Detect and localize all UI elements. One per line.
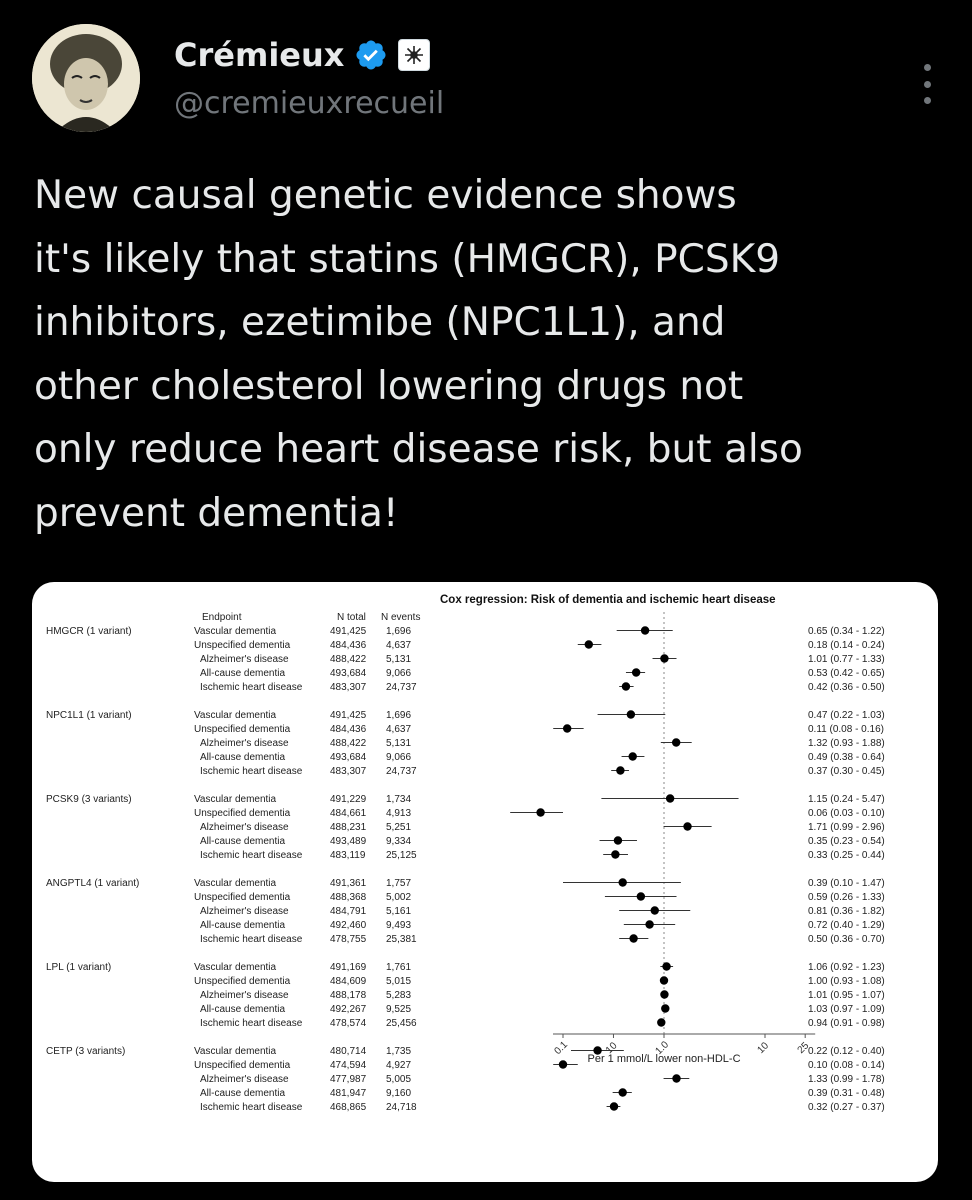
more-options-icon[interactable]: [912, 64, 942, 104]
n-total-value: 491,169: [330, 962, 367, 973]
n-events-value: 25,125: [386, 850, 417, 861]
group-label: HMGCR (1 variant): [46, 626, 132, 637]
n-events-value: 9,066: [386, 752, 412, 763]
column-header-n-events: N events: [381, 612, 421, 623]
x-axis-label: Per 1 mmol/L lower non-HDL-C: [587, 1053, 741, 1065]
endpoint-label: Ischemic heart disease: [200, 682, 303, 693]
chart-title: Cox regression: Risk of dementia and ischemic heart disease: [440, 594, 776, 606]
n-total-value: 492,267: [330, 1004, 367, 1015]
hazard-ratio-point: [536, 808, 544, 816]
hazard-ratio-point: [645, 920, 653, 928]
n-events-value: 1,696: [386, 626, 412, 637]
n-events-value: 1,734: [386, 794, 412, 805]
endpoint-label: Vascular dementia: [194, 710, 277, 721]
endpoint-label: Alzheimer's disease: [200, 654, 289, 665]
n-events-value: 24,718: [386, 1102, 417, 1113]
endpoint-label: All-cause dementia: [200, 920, 286, 931]
endpoint-label: All-cause dementia: [200, 1088, 286, 1099]
n-events-value: 4,637: [386, 724, 412, 735]
hazard-ratio-point: [629, 934, 637, 942]
endpoint-label: Unspecified dementia: [194, 892, 291, 903]
ci-text: 1.00 (0.93 - 1.08): [808, 976, 885, 987]
endpoint-label: Vascular dementia: [194, 1046, 277, 1057]
n-total-value: 484,436: [330, 724, 367, 735]
ci-text: 0.06 (0.03 - 0.10): [808, 808, 885, 819]
endpoint-label: Alzheimer's disease: [200, 1074, 289, 1085]
n-total-value: 484,791: [330, 906, 367, 917]
n-events-value: 1,757: [386, 878, 412, 889]
ci-text: 0.50 (0.36 - 0.70): [808, 934, 885, 945]
tweet-text: New causal genetic evidence shows it's likely that statins (HMGCR), PCSK9 inhibitors, ezetimibe (NPC1L1), and other cholesterol lowering drugs not only reduce heart disease risk, but also prevent dementia!: [34, 173, 803, 536]
hazard-ratio-point: [660, 990, 668, 998]
n-events-value: 25,381: [386, 934, 417, 945]
hazard-ratio-point: [637, 892, 645, 900]
ci-text: 0.11 (0.08 - 0.16): [808, 724, 884, 735]
ci-text: 1.01 (0.77 - 1.33): [808, 654, 885, 665]
avatar[interactable]: [32, 24, 140, 132]
ci-text: 1.01 (0.95 - 1.07): [808, 990, 885, 1001]
endpoint-label: Ischemic heart disease: [200, 766, 303, 777]
hazard-ratio-point: [641, 626, 649, 634]
n-total-value: 488,178: [330, 990, 367, 1001]
n-total-value: 484,609: [330, 976, 367, 987]
n-total-value: 488,231: [330, 822, 367, 833]
group-label: ANGPTL4 (1 variant): [46, 878, 140, 889]
hazard-ratio-point: [616, 766, 624, 774]
avatar-portrait-icon: [32, 24, 140, 132]
tweet-media[interactable]: [32, 582, 938, 1182]
n-events-value: 1,761: [386, 962, 412, 973]
ci-text: 0.94 (0.91 - 0.98): [808, 1018, 885, 1029]
forest-plot-chart: [32, 582, 938, 1182]
n-total-value: 491,229: [330, 794, 367, 805]
endpoint-label: Alzheimer's disease: [200, 906, 289, 917]
n-total-value: 477,987: [330, 1074, 367, 1085]
hazard-ratio-point: [632, 668, 640, 676]
n-total-value: 492,460: [330, 920, 367, 931]
n-events-value: 4,637: [386, 640, 412, 651]
ci-text: 0.33 (0.25 - 0.44): [808, 850, 885, 861]
n-events-value: 24,737: [386, 682, 417, 693]
hazard-ratio-point: [660, 976, 668, 984]
n-total-value: 483,307: [330, 766, 367, 777]
n-total-value: 474,594: [330, 1060, 367, 1071]
n-total-value: 483,307: [330, 682, 367, 693]
n-events-value: 24,737: [386, 766, 417, 777]
ci-text: 1.32 (0.93 - 1.88): [808, 738, 885, 749]
n-total-value: 478,755: [330, 934, 367, 945]
hazard-ratio-point: [559, 1060, 567, 1068]
endpoint-label: Unspecified dementia: [194, 724, 291, 735]
tweet-header: [32, 24, 942, 134]
hazard-ratio-point: [661, 1004, 669, 1012]
hazard-ratio-point: [662, 962, 670, 970]
hazard-ratio-point: [563, 724, 571, 732]
n-total-value: 491,425: [330, 626, 367, 637]
endpoint-label: Unspecified dementia: [194, 808, 291, 819]
hazard-ratio-point: [618, 878, 626, 886]
hazard-ratio-point: [666, 794, 674, 802]
hazard-ratio-point: [672, 1074, 680, 1082]
n-events-value: 1,696: [386, 710, 412, 721]
ci-text: 0.10 (0.08 - 0.14): [808, 1060, 885, 1071]
ci-text: 1.03 (0.97 - 1.09): [808, 1004, 885, 1015]
n-events-value: 9,066: [386, 668, 412, 679]
n-total-value: 484,436: [330, 640, 367, 651]
endpoint-label: Unspecified dementia: [194, 976, 291, 987]
endpoint-label: Vascular dementia: [194, 878, 277, 889]
hazard-ratio-point: [660, 654, 668, 662]
ci-text: 0.35 (0.23 - 0.54): [808, 836, 885, 847]
ci-text: 0.53 (0.42 - 0.65): [808, 668, 885, 679]
ci-text: 0.39 (0.31 - 0.48): [808, 1088, 885, 1099]
n-events-value: 5,131: [386, 738, 412, 749]
n-events-value: 4,927: [386, 1060, 412, 1071]
name-row: [174, 36, 430, 74]
x-tick-label: 10: [755, 1040, 772, 1057]
endpoint-label: Unspecified dementia: [194, 1060, 291, 1071]
hazard-ratio-point: [611, 850, 619, 858]
endpoint-label: Vascular dementia: [194, 626, 277, 637]
ci-text: 1.71 (0.99 - 2.96): [808, 822, 885, 833]
endpoint-label: Ischemic heart disease: [200, 934, 303, 945]
ci-text: 0.59 (0.26 - 1.33): [808, 892, 885, 903]
n-total-value: 488,422: [330, 654, 367, 665]
hazard-ratio-point: [672, 738, 680, 746]
n-events-value: 25,456: [386, 1018, 417, 1029]
n-events-value: 5,251: [386, 822, 412, 833]
hazard-ratio-point: [622, 682, 630, 690]
column-header-endpoint: Endpoint: [202, 612, 242, 623]
n-events-value: 5,131: [386, 654, 412, 665]
ci-text: 0.49 (0.38 - 0.64): [808, 752, 885, 763]
n-events-value: 5,015: [386, 976, 412, 987]
n-total-value: 483,119: [330, 850, 366, 861]
ci-text: 1.06 (0.92 - 1.23): [808, 962, 885, 973]
hazard-ratio-point: [629, 752, 637, 760]
endpoint-label: All-cause dementia: [200, 1004, 286, 1015]
endpoint-label: Ischemic heart disease: [200, 1018, 303, 1029]
x-tick-label: 0.1: [552, 1039, 571, 1058]
ci-text: 0.47 (0.22 - 1.03): [808, 710, 885, 721]
ci-text: 0.22 (0.12 - 0.40): [808, 1046, 885, 1057]
n-events-value: 9,525: [386, 1004, 412, 1015]
n-events-value: 5,161: [386, 906, 412, 917]
n-events-value: 9,334: [386, 836, 412, 847]
n-total-value: 488,368: [330, 892, 367, 903]
endpoint-label: Vascular dementia: [194, 962, 277, 973]
ci-text: 0.81 (0.36 - 1.82): [808, 906, 885, 917]
ci-text: 0.72 (0.40 - 1.29): [808, 920, 885, 931]
hazard-ratio-point: [683, 822, 691, 830]
x-tick-label: 1.0: [653, 1039, 672, 1058]
endpoint-label: Alzheimer's disease: [200, 990, 289, 1001]
endpoint-label: All-cause dementia: [200, 752, 286, 763]
ci-text: 0.42 (0.36 - 0.50): [808, 682, 885, 693]
endpoint-label: All-cause dementia: [200, 668, 286, 679]
n-events-value: 5,005: [386, 1074, 412, 1085]
affiliation-badge-icon[interactable]: [398, 39, 430, 71]
ci-text: 0.37 (0.30 - 0.45): [808, 766, 885, 777]
n-events-value: 5,002: [386, 892, 412, 903]
n-total-value: 493,684: [330, 752, 367, 763]
group-label: CETP (3 variants): [46, 1046, 126, 1057]
ci-text: 1.15 (0.24 - 5.47): [808, 794, 885, 805]
n-events-value: 5,283: [386, 990, 412, 1001]
ci-text: 1.33 (0.99 - 1.78): [808, 1074, 885, 1085]
n-total-value: 478,574: [330, 1018, 367, 1029]
endpoint-label: Vascular dementia: [194, 794, 277, 805]
column-header-n-total: N total: [337, 612, 366, 623]
x-tick-label: 10: [603, 1040, 620, 1057]
group-label: LPL (1 variant): [46, 962, 112, 973]
endpoint-label: Alzheimer's disease: [200, 822, 289, 833]
n-events-value: 9,493: [386, 920, 412, 931]
n-total-value: 491,361: [330, 878, 367, 889]
x-tick-label: 25: [795, 1040, 812, 1057]
n-total-value: 481,947: [330, 1088, 367, 1099]
hazard-ratio-point: [618, 1088, 626, 1096]
hazard-ratio-point: [610, 1102, 618, 1110]
verified-badge-icon: [354, 38, 388, 72]
user-handle[interactable]: @cremieuxrecueil: [174, 86, 445, 121]
hazard-ratio-point: [657, 1018, 665, 1026]
ci-text: 0.32 (0.27 - 0.37): [808, 1102, 885, 1113]
hazard-ratio-point: [627, 710, 635, 718]
n-total-value: 493,489: [330, 836, 367, 847]
endpoint-label: Alzheimer's disease: [200, 738, 289, 749]
n-total-value: 488,422: [330, 738, 367, 749]
n-total-value: 480,714: [330, 1046, 367, 1057]
n-total-value: 491,425: [330, 710, 367, 721]
ci-text: 0.39 (0.10 - 1.47): [808, 878, 885, 889]
n-events-value: 9,160: [386, 1088, 412, 1099]
hazard-ratio-point: [585, 640, 593, 648]
ci-text: 0.18 (0.14 - 0.24): [808, 640, 885, 651]
display-name[interactable]: Crémieux: [174, 36, 345, 74]
n-events-value: 1,735: [386, 1046, 412, 1057]
endpoint-label: Ischemic heart disease: [200, 850, 303, 861]
n-events-value: 4,913: [386, 808, 412, 819]
n-total-value: 484,661: [330, 808, 367, 819]
ci-text: 0.65 (0.34 - 1.22): [808, 626, 885, 637]
group-label: PCSK9 (3 variants): [46, 794, 132, 805]
n-total-value: 468,865: [330, 1102, 367, 1113]
group-label: NPC1L1 (1 variant): [46, 710, 132, 721]
endpoint-label: Ischemic heart disease: [200, 1102, 303, 1113]
endpoint-label: All-cause dementia: [200, 836, 286, 847]
n-total-value: 493,684: [330, 668, 367, 679]
hazard-ratio-point: [651, 906, 659, 914]
endpoint-label: Unspecified dementia: [194, 640, 291, 651]
hazard-ratio-point: [614, 836, 622, 844]
